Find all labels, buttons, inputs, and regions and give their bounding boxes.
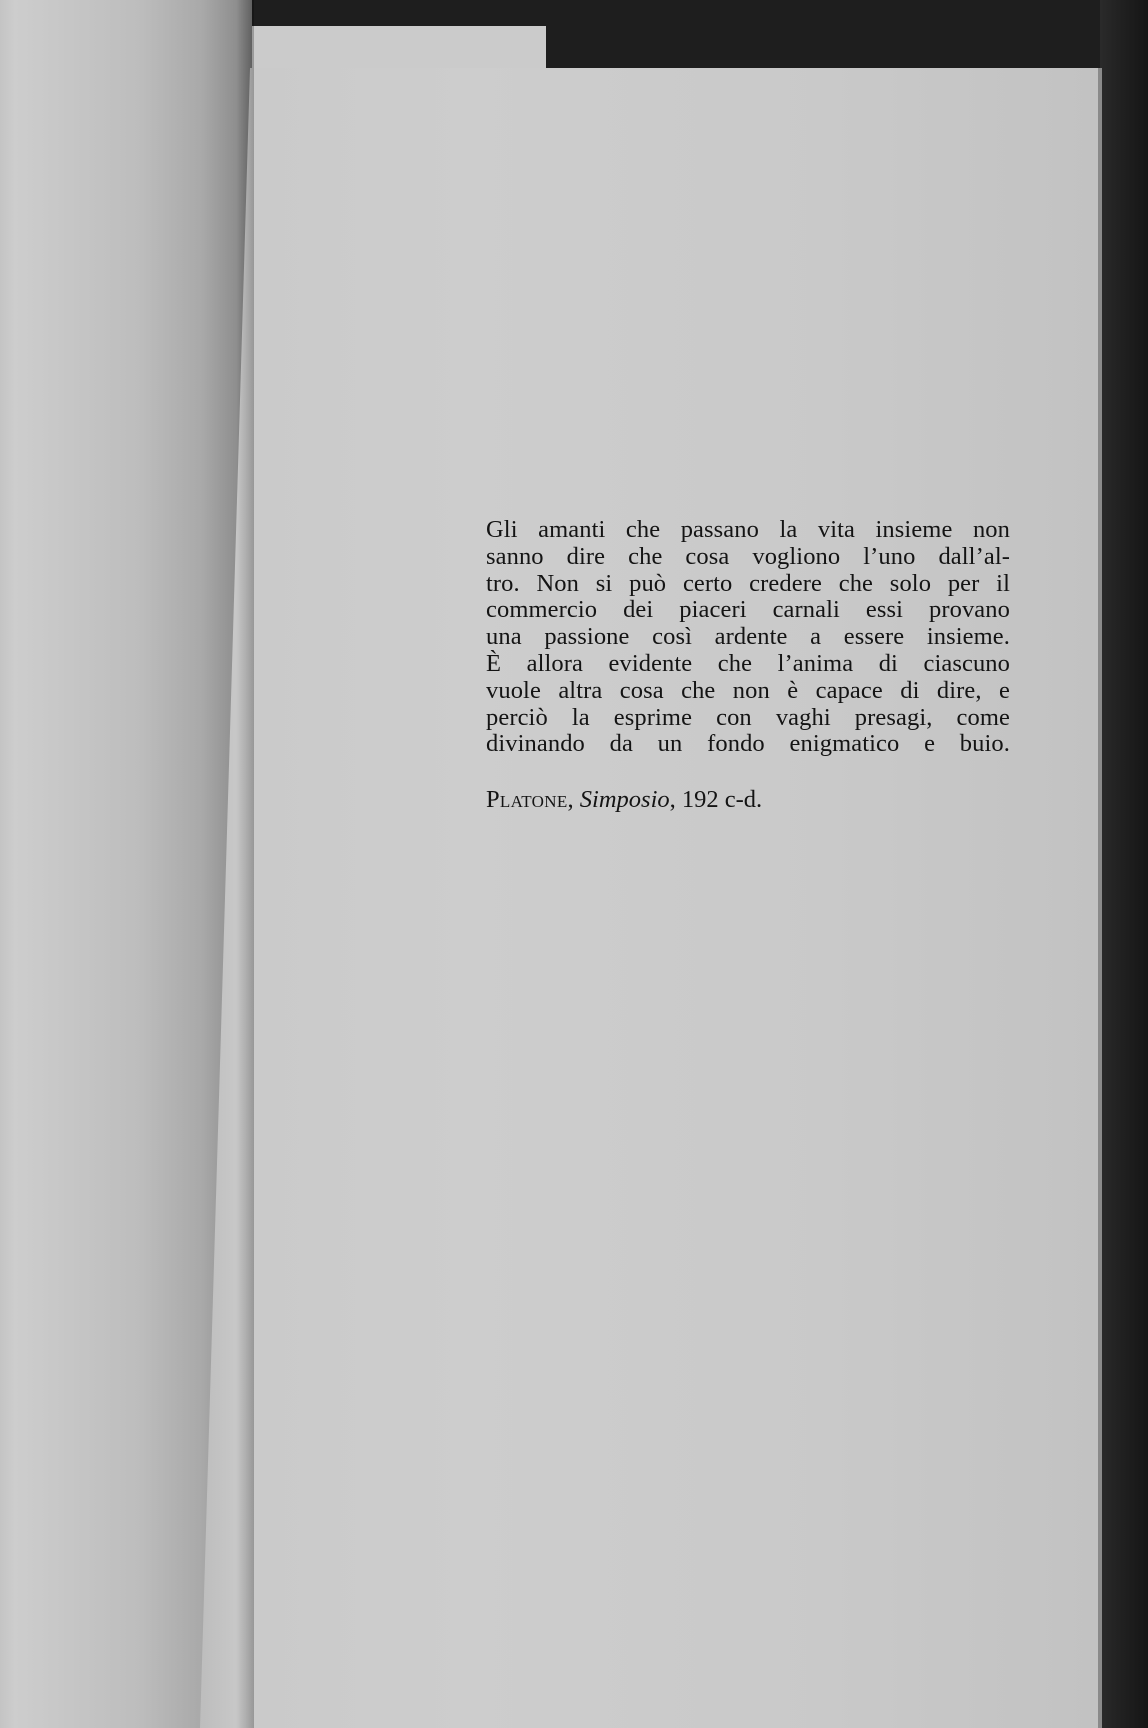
book-page: [200, 68, 1102, 1728]
quote-line: perciò la esprime con vaghi presagi, come: [486, 703, 1010, 731]
spine-shadow: [236, 0, 254, 1728]
quote-line: È allora evidente che l’anima di ciascuno: [486, 649, 1010, 677]
quote-line: sanno dire che cosa vogliono l’uno dall’al-: [486, 542, 1010, 570]
epigraph-quote: [486, 517, 1010, 758]
quote-line: tro. Non si può certo credere che solo per il: [486, 569, 1010, 597]
work-reference: , 192 c-d.: [669, 786, 763, 813]
attribution-separator: ,: [567, 786, 580, 813]
author-name: Platone: [486, 786, 568, 813]
work-title: Simposio: [579, 786, 670, 813]
quote-line: divinando da un fondo enigmatico e buio.: [486, 730, 1010, 758]
page-top-tab: [252, 26, 546, 74]
epigraph-attribution: [486, 785, 762, 815]
background-right: [1100, 0, 1148, 1728]
quote-line: vuole altra cosa che non è capace di dire, e: [486, 676, 1010, 704]
page-right-edge: [1098, 68, 1102, 1728]
quote-line: una passione così ardente a essere insieme.: [486, 623, 1010, 651]
quote-line: commercio dei piaceri carnali essi provano: [486, 596, 1010, 624]
quote-line: Gli amanti che passano la vita insieme non: [486, 516, 1010, 543]
